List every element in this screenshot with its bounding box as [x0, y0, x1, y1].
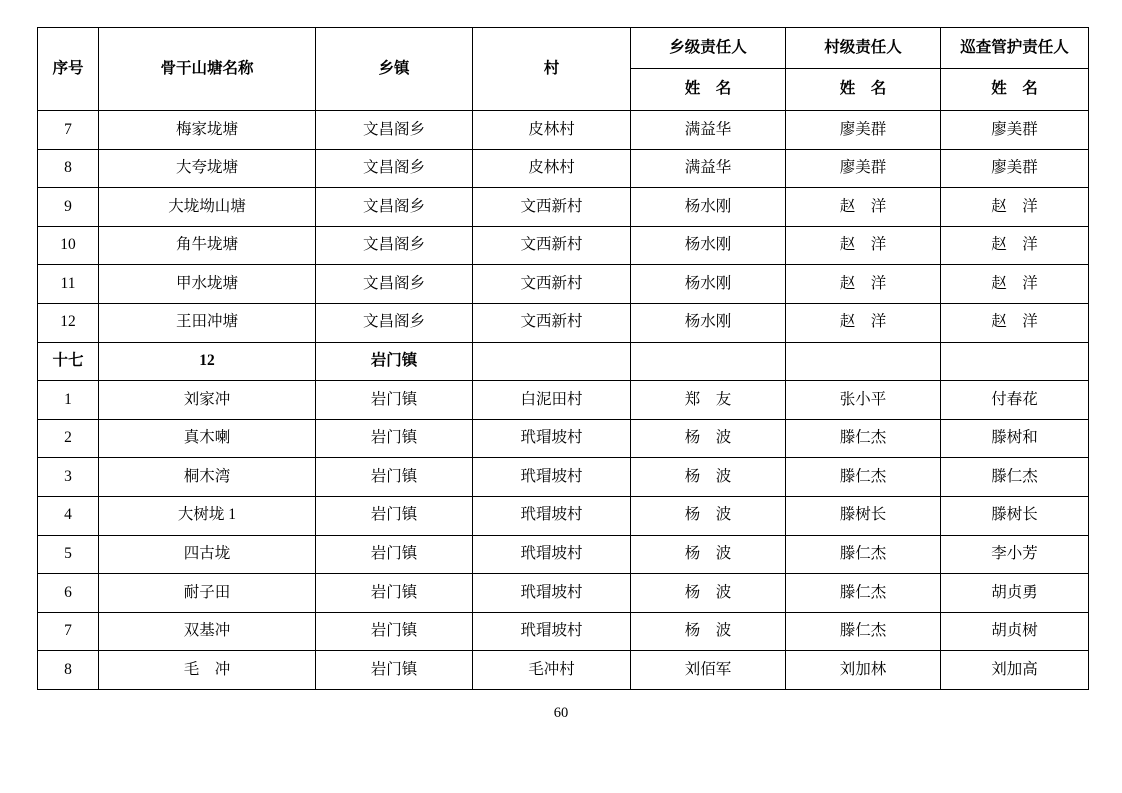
cell-patrol-person: 廖美群 — [941, 149, 1089, 188]
header-pond-name: 骨干山塘名称 — [99, 28, 316, 111]
cell-village-person: 廖美群 — [786, 149, 941, 188]
subheader-name-village: 姓 名 — [786, 69, 941, 111]
cell-village: 皮林村 — [473, 111, 631, 150]
cell-pond: 刘家冲 — [99, 381, 316, 420]
cell-township: 岩门镇 — [316, 496, 473, 535]
table-row — [38, 535, 1089, 574]
cell-township-person: 杨 波 — [631, 496, 786, 535]
header-village-responsible: 村级责任人 — [786, 28, 941, 69]
cell-township-person: 郑 友 — [631, 381, 786, 420]
cell-patrol-person: 付春花 — [941, 381, 1089, 420]
cell-township-person: 杨 波 — [631, 419, 786, 458]
cell-township: 岩门镇 — [316, 612, 473, 651]
cell-township: 岩门镇 — [316, 535, 473, 574]
cell-village: 玳瑁坡村 — [473, 419, 631, 458]
subheader-name-patrol: 姓 名 — [941, 69, 1089, 111]
cell-pond: 大夸垅塘 — [99, 149, 316, 188]
cell-village: 白泥田村 — [473, 381, 631, 420]
cell-village: 玳瑁坡村 — [473, 574, 631, 613]
cell-pond: 角牛垅塘 — [99, 226, 316, 265]
table-row — [38, 149, 1089, 188]
cell-no: 7 — [38, 612, 99, 651]
cell-township-person: 杨水刚 — [631, 265, 786, 304]
cell-no: 8 — [38, 149, 99, 188]
cell-township-person: 杨 波 — [631, 458, 786, 497]
table-row — [38, 496, 1089, 535]
cell-village: 文西新村 — [473, 188, 631, 227]
cell-village: 文西新村 — [473, 265, 631, 304]
cell-village: 玳瑁坡村 — [473, 458, 631, 497]
cell-township: 文昌阁乡 — [316, 188, 473, 227]
cell-village: 玳瑁坡村 — [473, 496, 631, 535]
cell-village: 皮林村 — [473, 149, 631, 188]
table-row — [38, 381, 1089, 420]
pond-responsibility-table — [37, 27, 1089, 690]
cell-patrol-person: 赵 洋 — [941, 226, 1089, 265]
cell-village-person: 滕仁杰 — [786, 574, 941, 613]
cell-patrol-person: 刘加高 — [941, 651, 1089, 690]
cell-no: 11 — [38, 265, 99, 304]
cell-pond: 12 — [99, 342, 316, 381]
cell-no: 9 — [38, 188, 99, 227]
cell-pond: 大垅坳山塘 — [99, 188, 316, 227]
cell-village: 毛冲村 — [473, 651, 631, 690]
cell-village-person: 赵 洋 — [786, 188, 941, 227]
cell-township-person: 杨水刚 — [631, 226, 786, 265]
cell-no: 10 — [38, 226, 99, 265]
cell-township: 文昌阁乡 — [316, 226, 473, 265]
cell-village-person: 滕仁杰 — [786, 458, 941, 497]
cell-pond: 真木喇 — [99, 419, 316, 458]
table-row — [38, 111, 1089, 150]
cell-pond: 毛 冲 — [99, 651, 316, 690]
cell-no: 7 — [38, 111, 99, 150]
cell-patrol-person: 滕树长 — [941, 496, 1089, 535]
cell-village-person: 刘加林 — [786, 651, 941, 690]
cell-pond: 四古垅 — [99, 535, 316, 574]
cell-village-person: 滕树长 — [786, 496, 941, 535]
cell-village: 玳瑁坡村 — [473, 535, 631, 574]
cell-pond: 双基冲 — [99, 612, 316, 651]
cell-no: 3 — [38, 458, 99, 497]
cell-township: 岩门镇 — [316, 574, 473, 613]
cell-village — [473, 342, 631, 381]
table-row — [38, 303, 1089, 342]
cell-no: 8 — [38, 651, 99, 690]
cell-township-person: 杨水刚 — [631, 188, 786, 227]
header-serial-number: 序号 — [38, 28, 99, 111]
header-patrol-responsible: 巡查管护责任人 — [941, 28, 1089, 69]
cell-pond: 大树垅 1 — [99, 496, 316, 535]
table-row — [38, 651, 1089, 690]
cell-township: 岩门镇 — [316, 419, 473, 458]
cell-village-person: 滕仁杰 — [786, 419, 941, 458]
cell-township: 岩门镇 — [316, 381, 473, 420]
cell-patrol-person: 胡贞树 — [941, 612, 1089, 651]
cell-village-person — [786, 342, 941, 381]
cell-township: 岩门镇 — [316, 342, 473, 381]
page-number: 60 — [553, 705, 569, 721]
cell-township-person: 满益华 — [631, 149, 786, 188]
cell-village-person: 廖美群 — [786, 111, 941, 150]
cell-village: 文西新村 — [473, 226, 631, 265]
cell-patrol-person: 赵 洋 — [941, 303, 1089, 342]
cell-village-person: 赵 洋 — [786, 265, 941, 304]
table-row — [38, 226, 1089, 265]
cell-patrol-person: 赵 洋 — [941, 188, 1089, 227]
cell-township: 文昌阁乡 — [316, 149, 473, 188]
cell-village-person: 赵 洋 — [786, 226, 941, 265]
summary-row — [38, 342, 1089, 381]
header-township-responsible: 乡级责任人 — [631, 28, 786, 69]
cell-patrol-person: 廖美群 — [941, 111, 1089, 150]
cell-township-person — [631, 342, 786, 381]
cell-township-person: 杨水刚 — [631, 303, 786, 342]
cell-no: 5 — [38, 535, 99, 574]
cell-pond: 梅家垅塘 — [99, 111, 316, 150]
cell-township-person: 满益华 — [631, 111, 786, 150]
header-township: 乡镇 — [316, 28, 473, 111]
cell-village: 文西新村 — [473, 303, 631, 342]
cell-village-person: 张小平 — [786, 381, 941, 420]
cell-pond: 王田冲塘 — [99, 303, 316, 342]
table-header — [38, 28, 1089, 111]
cell-village-person: 滕仁杰 — [786, 535, 941, 574]
cell-pond: 耐子田 — [99, 574, 316, 613]
cell-township: 文昌阁乡 — [316, 111, 473, 150]
table-row — [38, 574, 1089, 613]
subheader-name-township: 姓 名 — [631, 69, 786, 111]
cell-patrol-person: 滕树和 — [941, 419, 1089, 458]
header-village: 村 — [473, 28, 631, 111]
cell-patrol-person: 滕仁杰 — [941, 458, 1089, 497]
table-row — [38, 265, 1089, 304]
cell-patrol-person: 胡贞勇 — [941, 574, 1089, 613]
cell-no: 十七 — [38, 342, 99, 381]
cell-pond: 桐木湾 — [99, 458, 316, 497]
cell-village-person: 滕仁杰 — [786, 612, 941, 651]
table-row — [38, 612, 1089, 651]
cell-no: 1 — [38, 381, 99, 420]
cell-township-person: 杨 波 — [631, 535, 786, 574]
cell-no: 6 — [38, 574, 99, 613]
cell-no: 2 — [38, 419, 99, 458]
cell-patrol-person — [941, 342, 1089, 381]
table-row — [38, 458, 1089, 497]
cell-no: 12 — [38, 303, 99, 342]
cell-township-person: 杨 波 — [631, 574, 786, 613]
cell-patrol-person: 赵 洋 — [941, 265, 1089, 304]
cell-village-person: 赵 洋 — [786, 303, 941, 342]
cell-no: 4 — [38, 496, 99, 535]
cell-township-person: 刘佰军 — [631, 651, 786, 690]
table-row — [38, 419, 1089, 458]
cell-patrol-person: 李小芳 — [941, 535, 1089, 574]
cell-pond: 甲水垅塘 — [99, 265, 316, 304]
cell-township: 文昌阁乡 — [316, 265, 473, 304]
cell-township: 文昌阁乡 — [316, 303, 473, 342]
cell-township: 岩门镇 — [316, 458, 473, 497]
table-row — [38, 188, 1089, 227]
table-body — [38, 111, 1089, 690]
cell-township: 岩门镇 — [316, 651, 473, 690]
cell-village: 玳瑁坡村 — [473, 612, 631, 651]
cell-township-person: 杨 波 — [631, 612, 786, 651]
